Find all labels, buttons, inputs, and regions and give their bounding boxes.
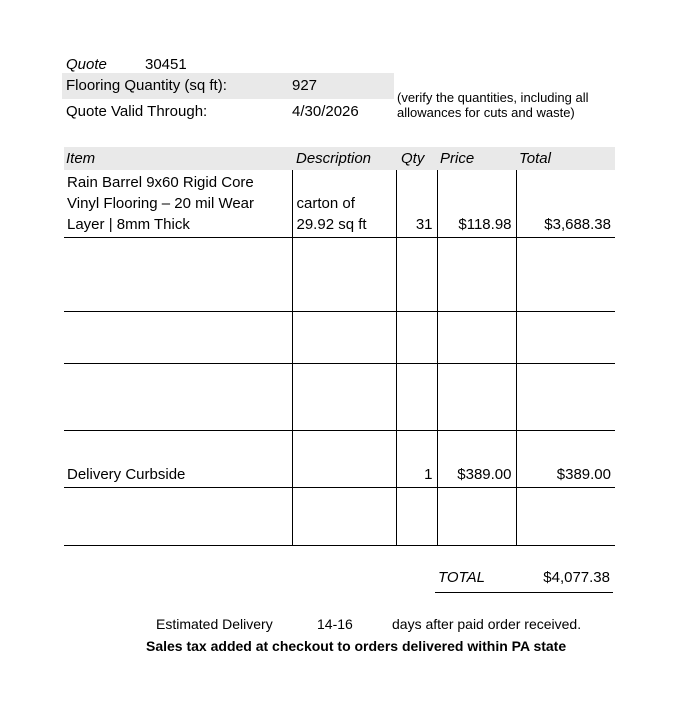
cell-description: carton of 29.92 sq ft: [292, 170, 396, 238]
cell-item: [64, 238, 292, 312]
cell-description: [292, 488, 396, 546]
cell-description: [292, 238, 396, 312]
col-header-description: Description: [296, 150, 372, 167]
cell-total: $3,688.38: [516, 170, 615, 238]
cell-total: [516, 364, 615, 431]
cell-qty: [396, 238, 437, 312]
table-row: [64, 431, 615, 488]
verify-note: (verify the quantities, including all allowances for cuts and waste): [397, 90, 589, 120]
col-header-price: Price: [440, 150, 475, 167]
cell-total: [516, 312, 615, 364]
cell-price: [437, 312, 516, 364]
cell-qty: [396, 488, 437, 546]
col-header-item: Item: [66, 150, 96, 167]
cell-item: Rain Barrel 9x60 Rigid Core Vinyl Flooring – 20 mil Wear Layer | 8mm Thick: [64, 170, 292, 238]
col-header-total: Total: [519, 150, 551, 167]
quote-number: 30451: [145, 56, 187, 73]
cell-price: [437, 238, 516, 312]
estimated-delivery-label: Estimated Delivery: [156, 616, 273, 632]
quote-valid-label: Quote Valid Through:: [66, 103, 208, 120]
table-row: [64, 364, 615, 431]
flooring-quantity-label: Flooring Quantity (sq ft):: [66, 77, 227, 94]
cell-total: [516, 488, 615, 546]
cell-price: $389.00: [437, 431, 516, 488]
cell-qty: 1: [396, 431, 437, 488]
cell-qty: [396, 364, 437, 431]
cell-price: [437, 488, 516, 546]
line-items-table: [64, 147, 615, 546]
total-label: TOTAL: [438, 569, 485, 586]
quote-label: Quote: [66, 56, 107, 73]
table-row: [64, 488, 615, 546]
cell-item: [64, 488, 292, 546]
quote-valid-value: 4/30/2026: [292, 103, 359, 120]
total-row: [435, 568, 613, 593]
cell-item: [64, 312, 292, 364]
table-header-row: [64, 147, 615, 170]
cell-price: $118.98: [437, 170, 516, 238]
cell-total: [516, 238, 615, 312]
estimated-delivery-value: 14-16: [317, 616, 353, 632]
cell-qty: 31: [396, 170, 437, 238]
cell-description: [292, 364, 396, 431]
cell-qty: [396, 312, 437, 364]
cell-description: [292, 312, 396, 364]
total-value: $4,077.38: [543, 569, 610, 586]
table-row: [64, 238, 615, 312]
cell-description: [292, 431, 396, 488]
cell-total: $389.00: [516, 431, 615, 488]
flooring-quantity-value: 927: [292, 77, 318, 94]
cell-item: [64, 364, 292, 431]
table-row: [64, 312, 615, 364]
cell-item: Delivery Curbside: [64, 431, 292, 488]
estimated-delivery-suffix: days after paid order received.: [392, 616, 582, 632]
col-header-qty: Qty: [401, 150, 425, 167]
cell-price: [437, 364, 516, 431]
table-row: [64, 170, 615, 238]
sales-tax-note: Sales tax added at checkout to orders delivered within PA state: [146, 638, 567, 654]
